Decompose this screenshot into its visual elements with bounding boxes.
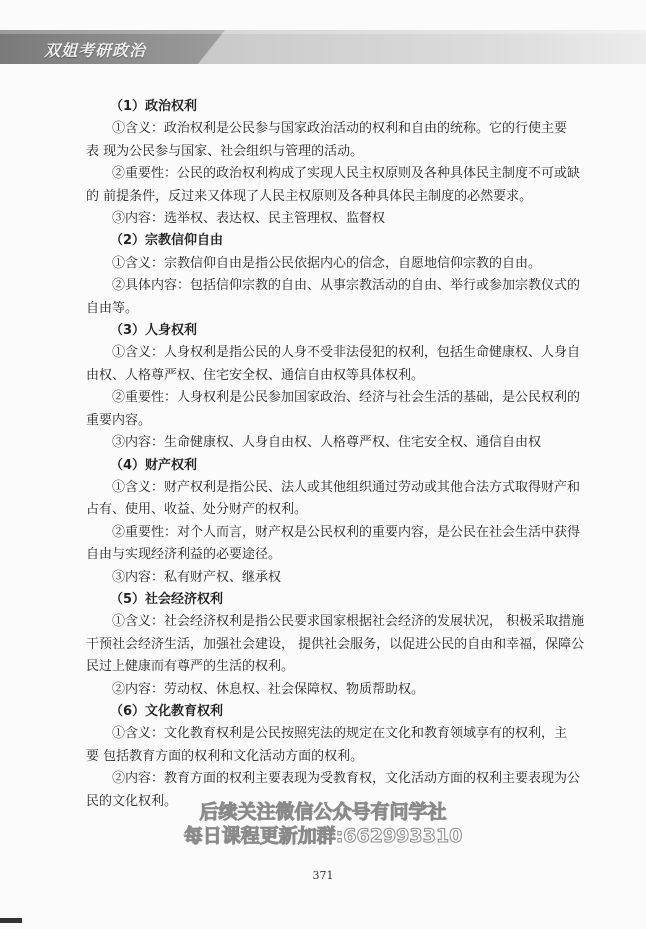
paragraph-line: ③内容：生命健康权、人身自由权、人格尊严权、住宅安全权、通信自由权 (112, 435, 542, 451)
paragraph-line: 的 前提条件，反过来又体现了人民主权原则及各种具体民主制度的必然要求。 (86, 188, 533, 204)
paragraph-line: ①含义：财产权利是指公民、法人或其他组织通过劳动或其他合法方式取得财产和 (112, 479, 581, 495)
page-number: 371 (312, 869, 334, 882)
paragraph-line: ③内容：选举权、表达权、民主管理权、监督权 (112, 211, 386, 227)
paragraph-line: ①含义：社会经济权利是指公民要求国家根据社会经济的发展状况， 积极采取措施 (112, 614, 585, 630)
section-heading-religious-freedom: （2）宗教信仰自由 (110, 233, 224, 249)
section-heading-property-rights: （4）财产权利 (110, 457, 198, 473)
paragraph-line: ①含义：人身权利是指公民的人身不受非法侵犯的权利，包括生命健康权、人身自 (112, 345, 581, 361)
paragraph-line: ②重要性：公民的政治权利构成了实现人民主权原则及各种具体民主制度不可或缺 (112, 166, 581, 182)
paragraph-line: 表 现为公民参与国家、社会组织与管理的活动。 (86, 143, 364, 159)
section-heading-personal-rights: （3）人身权利 (110, 323, 198, 339)
paragraph-line: 民的文化权利。 (86, 793, 178, 809)
paragraph-line: ③内容：私有财产权、继承权 (112, 569, 282, 585)
section-heading-socioeconomic-rights: （5）社会经济权利 (110, 591, 224, 607)
paragraph-line: 要 包括教育方面的权利和文化活动方面的权利。 (86, 748, 364, 764)
page-content (86, 96, 584, 813)
watermark-line-1: 后续关注微信公众号有问学社 (199, 801, 447, 823)
paragraph-line: ①含义：文化教育权利是公民按照宪法的规定在文化和教育领域享有的权利，主 (112, 726, 568, 742)
watermark-line-2: 每日课程更新加群:662993310 (183, 825, 463, 847)
section-heading-political-rights: （1）政治权利 (110, 99, 198, 114)
paragraph-line: 重要内容。 (86, 412, 152, 428)
paragraph-line: 自由等。 (86, 300, 139, 316)
paragraph-line: 自由与实现经济利益的必要途径。 (86, 547, 282, 563)
paragraph-line: ②内容：教育方面的权利主要表现为受教育权，文化活动方面的权利主要表现为公 (112, 771, 581, 787)
paragraph-line: ②内容：劳动权、休息权、社会保障权、物质帮助权。 (112, 681, 425, 697)
paragraph-line: 民过上健康而有尊严的生活的权利。 (86, 659, 295, 675)
bottom-edge-mark (0, 918, 22, 923)
paragraph-line: 由权、人格尊严权、住宅安全权、通信自由权等具体权利。 (86, 367, 425, 383)
paragraph-line: ①含义：宗教信仰自由是指公民依据内心的信念，自愿地信仰宗教的自由。 (112, 255, 542, 271)
paragraph-line: ①含义：政治权利是公民参与国家政治活动的权利和自由的统称。它的行使主要 (112, 121, 568, 137)
header-banner-shine (0, 30, 646, 34)
paragraph-line: ②重要性：对个人而言，财产权是公民权利的重要内容，是公民在社会生活中获得 (112, 524, 581, 540)
paragraph-line: 占有、使用、收益、处分财产的权利。 (86, 502, 308, 518)
paragraph-line: ②具体内容：包括信仰宗教的自由、从事宗教活动的自由、举行或参加宗教仪式的 (112, 278, 581, 294)
paragraph-line: 干预社会经济生活，加强社会建设， 提供社会服务，以促进公民的自由和幸福，保障公 (86, 636, 585, 652)
header-title: 双姐考研政治 (44, 41, 147, 60)
paragraph-line: ②重要性：人身权利是公民参加国家政治、经济与社会生活的基础，是公民权利的 (112, 390, 581, 406)
header-banner-light (180, 30, 646, 64)
section-heading-cultural-education-rights: （6）文化教育权利 (110, 703, 224, 719)
